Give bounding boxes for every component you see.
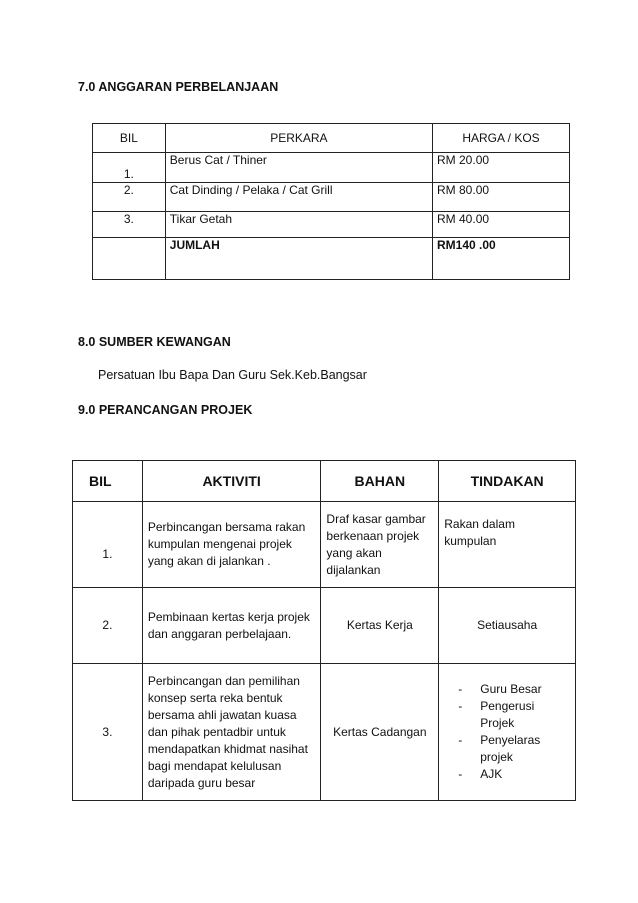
column-header-bahan: BAHAN bbox=[321, 461, 439, 502]
cell-bil: 2. bbox=[93, 183, 166, 212]
funding-source-text: Persatuan Ibu Bapa Dan Guru Sek.Keb.Bangsar bbox=[98, 368, 367, 382]
cell-perkara: Tikar Getah bbox=[165, 212, 432, 238]
total-row bbox=[93, 238, 570, 280]
cell-bil: 3. bbox=[73, 664, 143, 801]
list-marker: - bbox=[458, 733, 463, 747]
cell-harga: RM 40.00 bbox=[433, 212, 570, 238]
section-9-title: 9.0 PERANCANGAN PROJEK bbox=[78, 403, 253, 417]
cell-harga: RM 20.00 bbox=[433, 153, 570, 183]
column-header-bil: BIL bbox=[93, 124, 166, 153]
table-row bbox=[93, 183, 570, 212]
cell-bahan: Kertas Cadangan bbox=[321, 664, 439, 801]
cell-tindakan: Rakan dalam kumpulan bbox=[439, 502, 576, 588]
section-7-title: 7.0 ANGGARAN PERBELANJAAN bbox=[78, 80, 279, 94]
list-item bbox=[458, 681, 570, 698]
section-8-title: 8.0 SUMBER KEWANGAN bbox=[78, 335, 231, 349]
budget-table bbox=[92, 123, 570, 280]
cell-empty bbox=[93, 238, 166, 280]
list-item-label: Pengerusi Projek bbox=[480, 699, 535, 730]
total-label: JUMLAH bbox=[165, 238, 432, 280]
cell-bahan: Kertas Kerja bbox=[321, 588, 439, 664]
list-marker: - bbox=[458, 682, 463, 696]
list-item-label: AJK bbox=[480, 767, 503, 781]
column-header-bil: BIL bbox=[73, 461, 143, 502]
table-header-row bbox=[93, 124, 570, 153]
cell-aktiviti: Perbincangan dan pemilihan konsep serta reka bentuk bersama ahli jawatan kuasa dan pihak pentadbir untuk mendapatkan khidmat nasihat bagi mendapat kelulusan daripada guru besar bbox=[142, 664, 321, 801]
column-header-tindakan: TINDAKAN bbox=[439, 461, 576, 502]
total-value: RM140 .00 bbox=[433, 238, 570, 280]
column-header-harga: HARGA / KOS bbox=[433, 124, 570, 153]
list-marker: - bbox=[458, 699, 463, 713]
table-row bbox=[73, 502, 576, 588]
project-plan-table bbox=[72, 460, 576, 801]
list-item-label: Guru Besar bbox=[480, 682, 542, 696]
table-row bbox=[73, 588, 576, 664]
table-row bbox=[93, 212, 570, 238]
cell-bil: 2. bbox=[73, 588, 143, 664]
tindakan-list bbox=[444, 681, 570, 783]
table-row bbox=[73, 664, 576, 801]
cell-bil: 1. bbox=[93, 153, 166, 183]
cell-aktiviti: Perbincangan bersama rakan kumpulan mengenai projek yang akan di jalankan . bbox=[142, 502, 321, 588]
cell-bil: 1. bbox=[73, 502, 143, 588]
list-item-label: Penyelaras projek bbox=[480, 733, 541, 764]
cell-perkara: Berus Cat / Thiner bbox=[165, 153, 432, 183]
column-header-perkara: PERKARA bbox=[165, 124, 432, 153]
list-item bbox=[458, 698, 570, 732]
list-marker: - bbox=[458, 767, 463, 781]
cell-aktiviti: Pembinaan kertas kerja projek dan anggaran perbelajaan. bbox=[142, 588, 321, 664]
cell-perkara: Cat Dinding / Pelaka / Cat Grill bbox=[165, 183, 432, 212]
column-header-aktiviti: AKTIVITI bbox=[142, 461, 321, 502]
cell-tindakan bbox=[439, 664, 576, 801]
table-header-row bbox=[73, 461, 576, 502]
cell-bil: 3. bbox=[93, 212, 166, 238]
cell-harga: RM 80.00 bbox=[433, 183, 570, 212]
list-item bbox=[458, 732, 570, 766]
cell-tindakan: Setiausaha bbox=[439, 588, 576, 664]
cell-bahan: Draf kasar gambar berkenaan projek yang akan dijalankan bbox=[321, 502, 439, 588]
list-item bbox=[458, 766, 570, 783]
table-row bbox=[93, 153, 570, 183]
